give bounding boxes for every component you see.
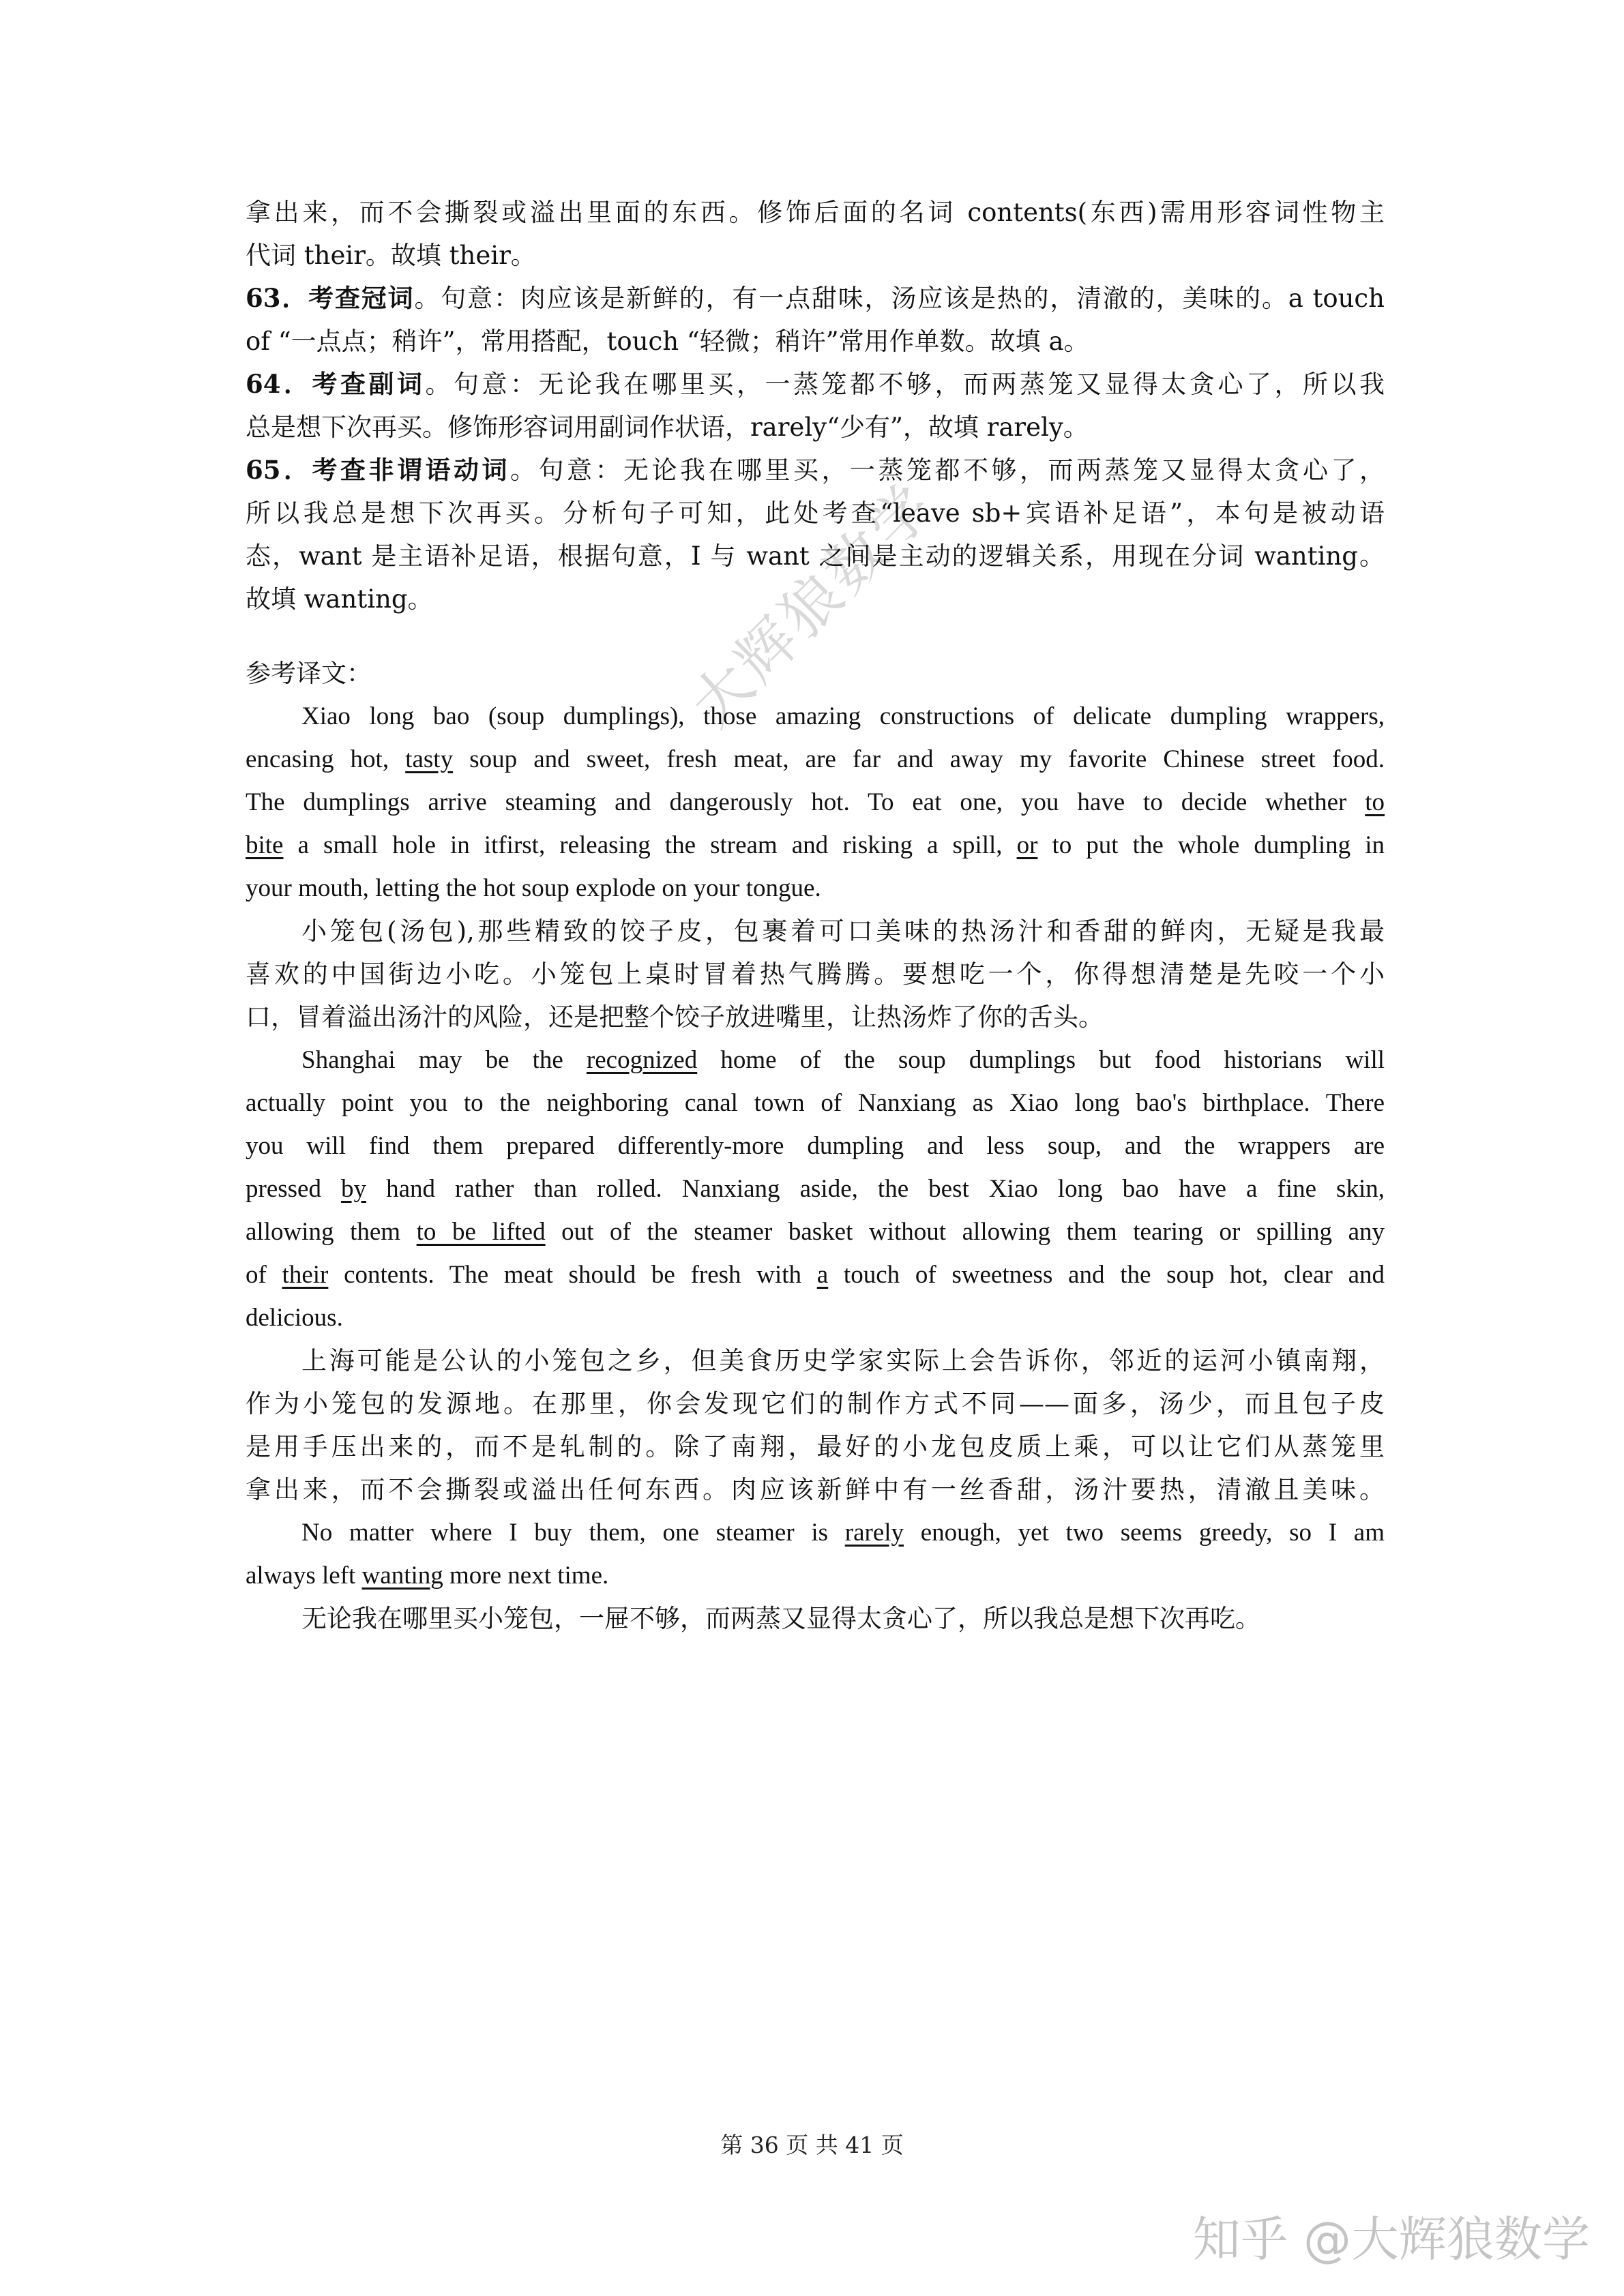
answer-underline: to be lifted — [416, 1218, 546, 1246]
english-paragraph-line: Shanghai may be the recognized home of the soup dumplings but food historians will — [301, 1046, 1385, 1074]
question-65-line: 态，want 是主语补足语，根据句意，I 与 want 之间是主动的逻辑关系，用现在分词 wanting。 — [246, 541, 1385, 571]
answer-underline: or — [1016, 831, 1038, 859]
question-65-line: 故填 wanting。 — [246, 584, 433, 614]
english-paragraph-line: delicious. — [246, 1304, 343, 1332]
translation-heading: 参考译文： — [246, 659, 372, 688]
document-page — [246, 191, 1385, 1640]
chinese-paragraph-line: 是用手压出来的，而不是轧制的。除了南翔，最好的小龙包皮质上乘，可以让它们从蒸笼里 — [246, 1432, 1385, 1461]
answer-underline: bite — [246, 831, 284, 859]
question-63-label: 63．考查冠词 — [246, 283, 415, 313]
answer-underline: recognized — [586, 1046, 698, 1074]
question-64-label: 64．考查副词 — [246, 369, 426, 399]
question-65-text: 。句意：无论我在哪里买，一蒸笼都不够，而两蒸笼又显得太贪心了， — [510, 456, 1385, 485]
answer-underline: wanting — [361, 1562, 443, 1590]
question-64-text: 。句意：无论我在哪里买，一蒸笼都不够，而两蒸笼又显得太贪心了，所以我 — [425, 370, 1385, 399]
answer-underline: rarely — [844, 1519, 904, 1547]
answer-underline: their — [282, 1261, 329, 1289]
chinese-paragraph-line: 小笼包(汤包),那些精致的饺子皮，包裹着可口美味的热汤汁和香甜的鲜肉，无疑是我最 — [301, 916, 1385, 946]
english-paragraph-line: your mouth, letting the hot soup explode on your tongue. — [246, 874, 821, 902]
question-63-line: of “一点点；稍许”，常用搭配，touch “轻微；稍许”常用作单数。故填 a。 — [246, 327, 1089, 356]
english-paragraph-line: you will find them prepared differently-more dumpling and less soup, and the wrappers are — [246, 1132, 1385, 1160]
answer-underline: by — [341, 1175, 367, 1203]
english-paragraph-line: always left wanting more next time. — [246, 1562, 609, 1590]
chinese-paragraph-line: 上海可能是公认的小笼包之乡，但美食历史学家实际上会告诉你，邻近的运河小镇南翔， — [301, 1346, 1385, 1375]
answer-underline: to — [1365, 788, 1385, 816]
english-paragraph-line: No matter where I buy them, one steamer is rarely enough, yet two seems greedy, so I am — [301, 1519, 1385, 1547]
chinese-paragraph-line: 口，冒着溢出汤汁的风险，还是把整个饺子放进嘴里，让热汤炸了你的舌头。 — [246, 1002, 1104, 1032]
question-63-line — [246, 277, 1385, 320]
analysis-line: 代词 their。故填 their。 — [246, 241, 536, 270]
english-paragraph-line: encasing hot, tasty soup and sweet, fresh meat, are far and away my favorite Chinese street food. — [246, 745, 1385, 773]
english-paragraph-line: pressed by hand rather than rolled. Nanxiang aside, the best Xiao long bao have a fine skin, — [246, 1175, 1385, 1203]
chinese-paragraph-line: 喜欢的中国街边小吃。小笼包上桌时冒着热气腾腾。要想吃一个，你得想清楚是先咬一个小 — [246, 959, 1385, 989]
english-paragraph-line: of their contents. The meat should be fresh with a touch of sweetness and the soup hot, clear and — [246, 1261, 1385, 1289]
brand-watermark: 知乎 @大辉狼数学 — [1192, 2211, 1590, 2267]
watermark: 大辉狼数学 — [678, 469, 949, 740]
question-64-line — [246, 363, 1385, 406]
chinese-paragraph-line: 作为小笼包的发源地。在那里，你会发现它们的制作方式不同——面多，汤少，而且包子皮 — [246, 1389, 1385, 1418]
english-paragraph-line: actually point you to the neighboring canal town of Nanxiang as Xiao long bao's birthplace. There — [246, 1089, 1385, 1117]
question-65-line: 所以我总是想下次再买。分析句子可知，此处考查“leave sb+宾语补足语”，本句是被动语 — [246, 498, 1385, 528]
chinese-paragraph-line: 拿出来，而不会撕裂或溢出任何东西。肉应该新鲜中有一丝香甜，汤汁要热，清澈且美味。 — [246, 1475, 1385, 1504]
question-65-label: 65．考查非谓语动词 — [246, 455, 510, 485]
chinese-paragraph-line: 无论我在哪里买小笼包，一屉不够，而两蒸又显得太贪心了，所以我总是想下次再吃。 — [301, 1604, 1260, 1633]
english-paragraph-line: allowing them to be lifted out of the steamer basket without allowing them tearing or spilling any — [246, 1218, 1385, 1246]
english-paragraph-line: The dumplings arrive steaming and dangerously hot. To eat one, you have to decide whether to — [246, 788, 1385, 816]
english-paragraph-line: bite a small hole in itfirst, releasing the stream and risking a spill, or to put the whole dumpling in — [246, 831, 1385, 859]
english-paragraph-line: Xiao long bao (soup dumplings), those amazing constructions of delicate dumpling wrappers, — [301, 702, 1385, 730]
question-64-line: 总是想下次再买。修饰形容词用副词作状语，rarely“少有”，故填 rarely。 — [246, 413, 1089, 442]
question-65-line — [246, 449, 1385, 492]
answer-underline: tasty — [405, 745, 454, 773]
answer-underline: a — [816, 1261, 829, 1289]
analysis-line: 拿出来，而不会撕裂或溢出里面的东西。修饰后面的名词 contents(东西)需用形容词性物主 — [246, 198, 1385, 227]
page-footer: 第 36 页 共 41 页 — [720, 2132, 904, 2158]
question-63-text: 。句意：肉应该是新鲜的，有一点甜味，汤应该是热的，清澈的，美味的。a touch — [414, 284, 1385, 313]
